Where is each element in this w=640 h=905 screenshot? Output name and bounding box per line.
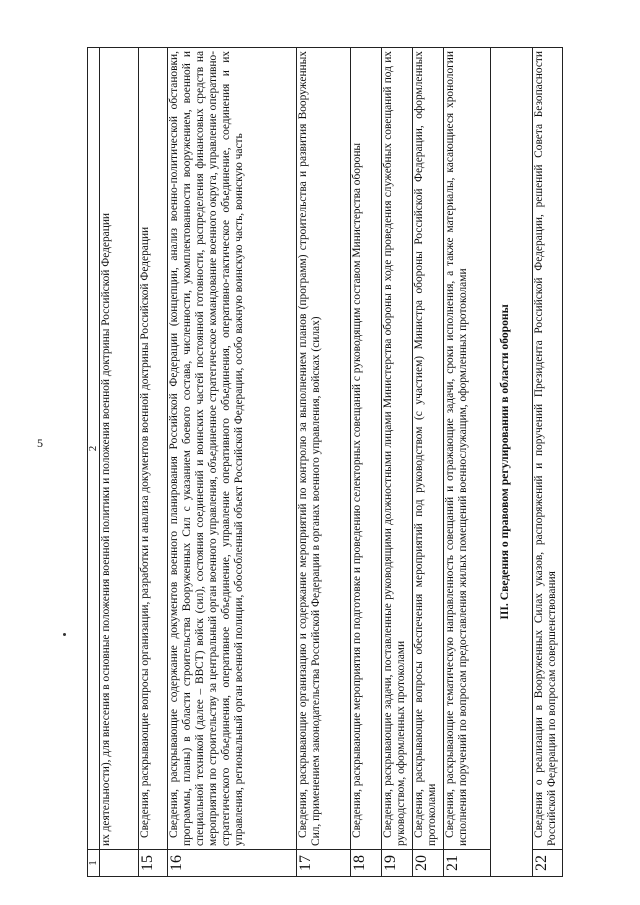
- row-text: их деятельности), для внесения в основные положения военной политики и положения военной доктрины Российской Федерации: [100, 48, 139, 850]
- table-row: [533, 48, 563, 877]
- row-number: 18: [351, 850, 382, 877]
- section-heading: III. Сведения о правовом регулировании в области обороны: [491, 48, 533, 877]
- row-text: Сведения, раскрывающие вопросы обеспечения мероприятий под руководством (с участием) Министра обороны Российской Федерации, оформленных протоколами: [413, 48, 444, 850]
- scan-speck: [63, 633, 66, 636]
- table-row: [297, 48, 351, 877]
- row-number: [100, 850, 139, 877]
- row-number: 21: [444, 850, 491, 877]
- row-number: 19: [382, 850, 413, 877]
- table-row: [100, 48, 139, 877]
- row-text: Сведения, раскрывающие задачи, поставленные руководящими должностными лицами Министерства обороны в ходе проведения служебных совещаний под их руководством, оформленных протоколами: [382, 48, 413, 850]
- table-row: [139, 48, 168, 877]
- row-text: Сведения, раскрывающие вопросы организации, разработки и анализа документов военной доктрины Российской Федерации: [139, 48, 168, 850]
- table-row: [413, 48, 444, 877]
- column-header-number: 1: [88, 850, 100, 877]
- row-number: 15: [139, 850, 168, 877]
- table-row: [382, 48, 413, 877]
- row-number: 16: [168, 850, 297, 877]
- table-row: [444, 48, 491, 877]
- row-text: Сведения, раскрывающие мероприятия по подготовке и проведению селекторных совещаний с руководящим составом Министерства обороны: [351, 48, 382, 850]
- row-text: Сведения о реализации в Вооруженных Силах указов, распоряжений и поручений Президента Российской Федерации, решений Совета Безопасности Российской Федерации по вопросам совершенствования: [533, 48, 563, 850]
- table-header-row: [88, 48, 100, 877]
- row-number: 20: [413, 850, 444, 877]
- row-text: Сведения, раскрывающие организацию и содержание мероприятий по контролю за выполнением планов (программ) строительства и развития Вооруженных Сил, применением законодательства Российской Федерации в органах военного управления, войсках (силах): [297, 48, 351, 850]
- table-row: [351, 48, 382, 877]
- row-text: Сведения, раскрывающие тематическую направленность совещаний и отражающие задачи, сроки исполнения, а также материалы, касающиеся хронологии исполнения поручений по вопросам предоставления жилых помещений военнослужащим, оформленных протоколами: [444, 48, 491, 850]
- table-row: [168, 48, 297, 877]
- section-heading-row: [491, 48, 533, 877]
- row-number: 17: [297, 850, 351, 877]
- row-text: Сведения, раскрывающие содержание документов военного планирования Российской Федерации (концепции, анализ военно-политической обстановки, программы, планы) в области строительства Вооруженных Сил с указанием боевого состава, численности, укомплектованности вооружением, военной и специальной техникой (далее – ВВСТ) войск (сил), состояния соединений и воинских частей постоянной готовности, распределения финансовых средств на мероприятия по строительству за центральный орган военного управления, объединенное стратегическое командование военного округа, управление оперативно-стратегического объединения, оперативное объединение, управление оперативного объединения, оперативно-тактическое объединение, соединения и их управления, региональный орган военной полиции, обособленный объект Российской Федерации, особо важную воинскую часть, воинскую часть: [168, 48, 297, 850]
- data-table: [87, 47, 563, 877]
- rotated-table-wrapper: [87, 47, 589, 877]
- row-number: 22: [533, 850, 563, 877]
- page-number: 5: [37, 436, 43, 450]
- column-header-text: 2: [88, 48, 100, 850]
